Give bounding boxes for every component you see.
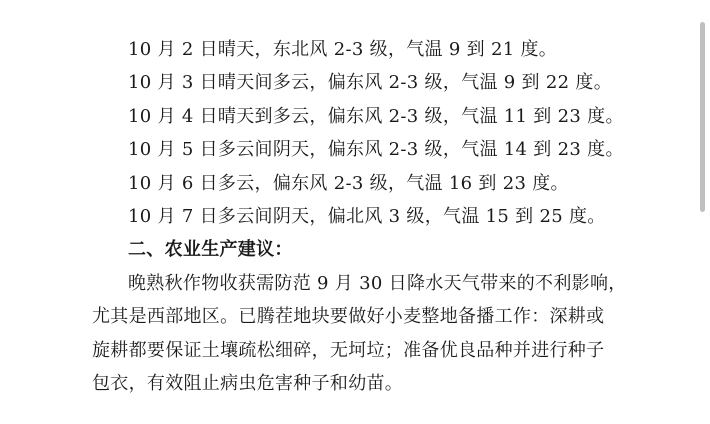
- section-heading: 二、农业生产建议：: [128, 239, 293, 260]
- vertical-scrollbar[interactable]: [696, 0, 710, 424]
- weather-line-oct-6: 10 月 6 日多云，偏东风 2-3 级，气温 16 到 23 度。: [128, 173, 569, 194]
- weather-line-oct-3: 10 月 3 日晴天间多云，偏东风 2-3 级，气温 9 到 22 度。: [128, 72, 612, 93]
- advice-paragraph-line: 晚熟秋作物收获需防范 9 月 30 日降水天气带来的不利影响，: [128, 273, 627, 294]
- advice-paragraph-line: 旋耕都要保证土壤疏松细碎，无坷垃；准备优良品种并进行种子: [92, 340, 605, 361]
- scrollbar-thumb[interactable]: [700, 22, 705, 212]
- weather-line-oct-4: 10 月 4 日晴天到多云，偏东风 2-3 级，气温 11 到 23 度。: [128, 106, 624, 127]
- advice-paragraph-line: 包衣，有效阻止病虫危害种子和幼苗。: [92, 373, 404, 394]
- weather-line-oct-2: 10 月 2 日晴天，东北风 2-3 级，气温 9 到 21 度。: [128, 39, 558, 60]
- weather-line-oct-5: 10 月 5 日多云间阴天，偏东风 2-3 级，气温 14 到 23 度。: [128, 139, 624, 160]
- weather-line-oct-7: 10 月 7 日多云间阴天，偏北风 3 级，气温 15 到 25 度。: [128, 206, 606, 227]
- advice-paragraph-line: 尤其是西部地区。已腾茬地块要做好小麦整地备播工作：深耕或: [92, 306, 605, 327]
